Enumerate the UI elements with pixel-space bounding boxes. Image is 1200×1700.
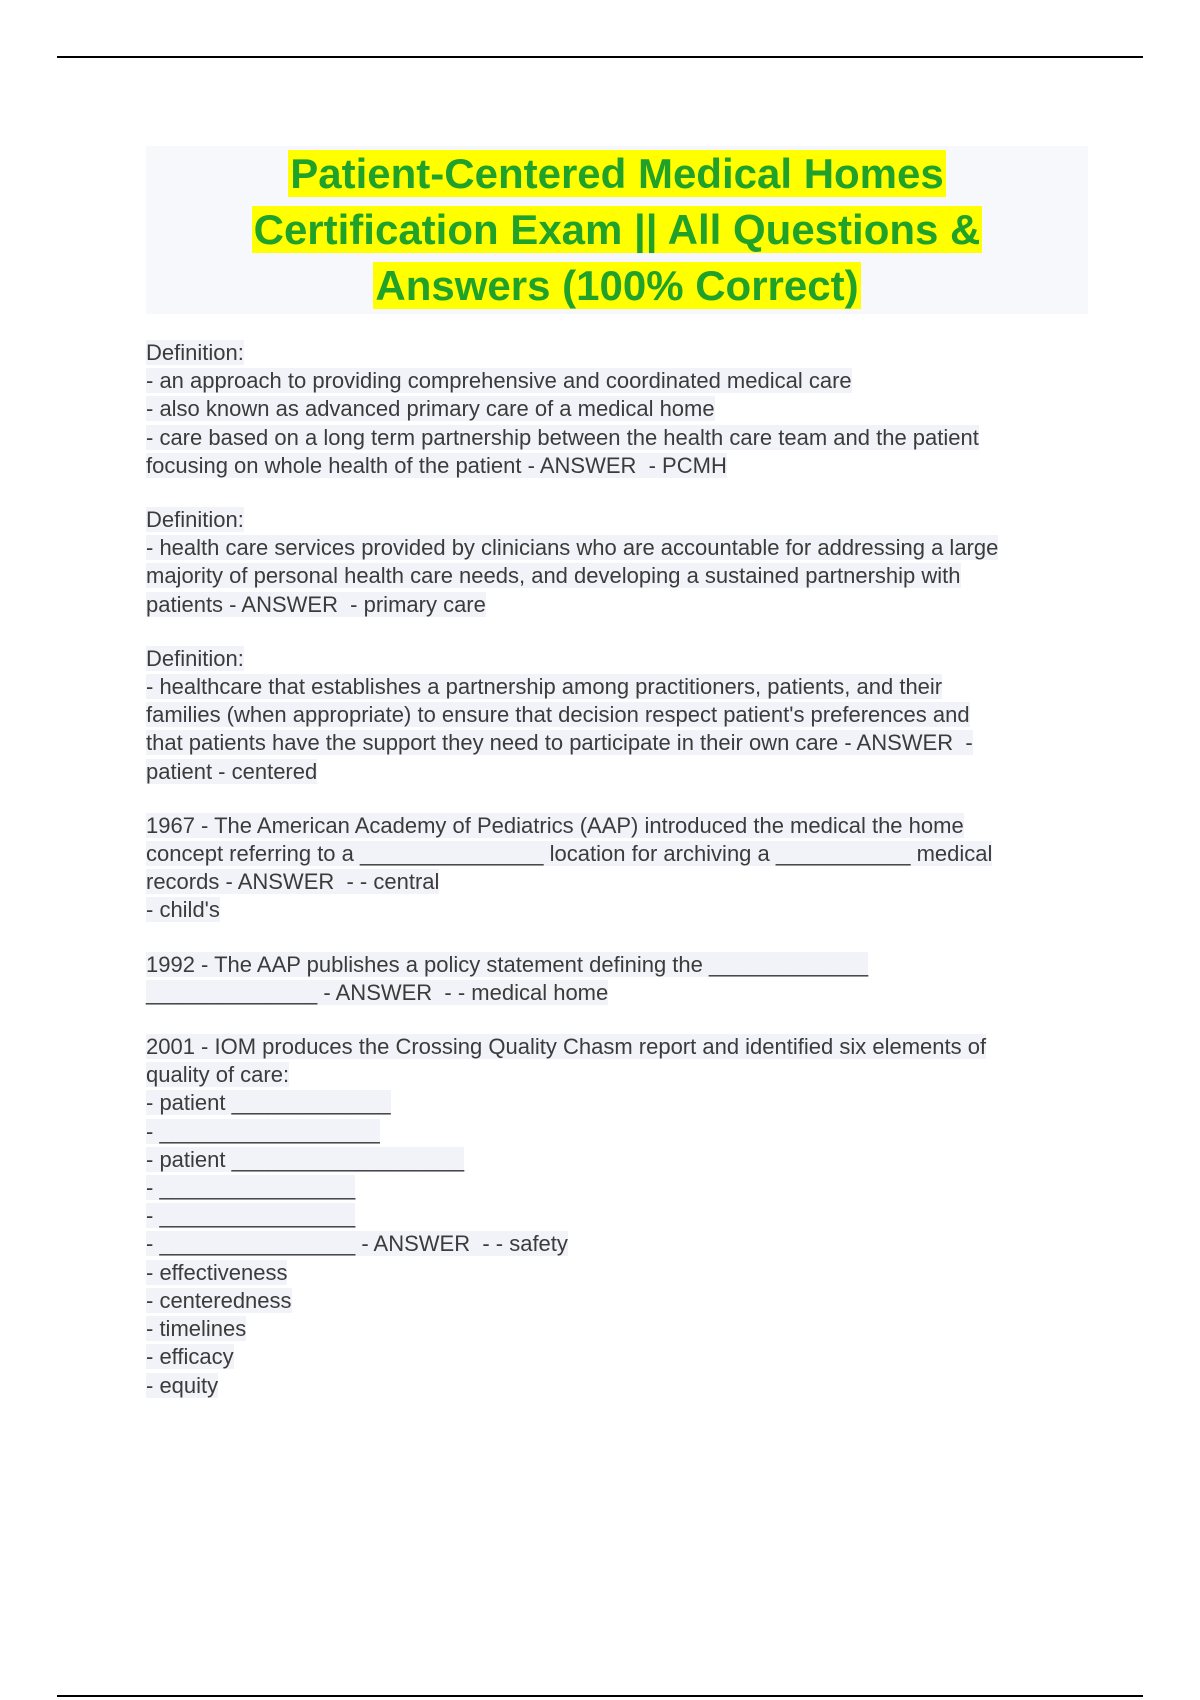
qa-line-text: 1992 - The AAP publishes a policy statement defining the _____________ xyxy=(146,951,869,977)
qa-line xyxy=(146,1230,1096,1258)
qa-line xyxy=(146,673,1096,701)
qa-line xyxy=(146,1287,1096,1315)
qa-line-text: - __________________ xyxy=(146,1118,380,1144)
qa-line-text: - an approach to providing comprehensive and coordinated medical care xyxy=(146,368,852,394)
qa-line-text: Definition: xyxy=(146,645,244,671)
qa-line-text: - effectiveness xyxy=(146,1259,288,1285)
title-line-3: Answers (100% Correct) xyxy=(375,262,859,309)
qa-line-text: ______________ - ANSWER - - medical home xyxy=(146,979,609,1005)
qa-line-text: 1967 - The American Academy of Pediatrics (AAP) introduced the medical the home xyxy=(146,812,964,838)
title-box xyxy=(146,146,1088,314)
qa-line-text: 2001 - IOM produces the Crossing Quality Chasm report and identified six elements of xyxy=(146,1034,987,1060)
qa-line xyxy=(146,758,1096,786)
qa-line xyxy=(146,951,1096,979)
qa-line-text: - healthcare that establishes a partnership among practitioners, patients, and their xyxy=(146,674,943,700)
qa-line xyxy=(146,339,1096,367)
qa-line-text: - ________________ xyxy=(146,1175,356,1201)
qa-line xyxy=(146,729,1096,757)
qa-line-text: - also known as advanced primary care of a medical home xyxy=(146,396,715,422)
qa-line-text: - efficacy xyxy=(146,1344,234,1370)
qa-line xyxy=(146,896,1096,924)
qa-line-text: - equity xyxy=(146,1372,219,1398)
qa-line-text: - patient ___________________ xyxy=(146,1146,465,1172)
qa-entry xyxy=(146,1033,1096,1400)
qa-line xyxy=(146,645,1096,673)
qa-line xyxy=(146,1061,1096,1089)
qa-line-text: families (when appropriate) to ensure that decision respect patient's preferences and xyxy=(146,702,970,728)
qa-line-text: - centeredness xyxy=(146,1287,292,1313)
qa-line-text: that patients have the support they need to participate in their own care - ANSWER - xyxy=(146,730,973,756)
qa-line xyxy=(146,1174,1096,1202)
qa-line-text: patient - centered xyxy=(146,758,318,784)
qa-entry xyxy=(146,645,1096,786)
qa-line-text: majority of personal health care needs, and developing a sustained partnership with xyxy=(146,563,961,589)
qa-line-text: Definition: xyxy=(146,340,244,365)
qa-line xyxy=(146,868,1096,896)
title-line-2: Certification Exam || All Questions & xyxy=(253,206,981,253)
qa-line-text: - health care services provided by clinicians who are accountable for addressing a large xyxy=(146,535,999,561)
qa-line xyxy=(146,424,1096,452)
qa-line xyxy=(146,1372,1096,1400)
top-rule xyxy=(57,56,1143,58)
qa-line xyxy=(146,1259,1096,1287)
qa-line xyxy=(146,591,1096,619)
qa-line xyxy=(146,1315,1096,1343)
qa-line xyxy=(146,701,1096,729)
qa-line xyxy=(146,1118,1096,1146)
qa-line-text: - timelines xyxy=(146,1316,247,1342)
qa-line-text: records - ANSWER - - central xyxy=(146,869,440,895)
bottom-rule xyxy=(57,1695,1143,1697)
qa-line xyxy=(146,534,1096,562)
qa-line-text: - ________________ - ANSWER - - safety xyxy=(146,1231,568,1257)
qa-entry xyxy=(146,506,1096,619)
qa-entry xyxy=(146,951,1096,1007)
qa-line-text: - patient _____________ xyxy=(146,1090,391,1116)
qa-entry xyxy=(146,812,1096,925)
qa-line-text: - child's xyxy=(146,897,220,923)
qa-line xyxy=(146,562,1096,590)
qa-line-text: quality of care: xyxy=(146,1062,290,1088)
document-title xyxy=(146,146,1088,314)
qa-line xyxy=(146,367,1096,395)
qa-line-text: concept referring to a _______________ location for archiving a ___________ medical xyxy=(146,841,993,867)
qa-line-text: Definition: xyxy=(146,507,244,533)
qa-line xyxy=(146,395,1096,423)
qa-line xyxy=(146,452,1096,480)
qa-line-text: patients - ANSWER - primary care xyxy=(146,591,486,617)
qa-line xyxy=(146,979,1096,1007)
qa-line xyxy=(146,1033,1096,1061)
qa-line xyxy=(146,1343,1096,1371)
document-body xyxy=(146,339,1096,1426)
qa-line-text: - ________________ xyxy=(146,1203,356,1229)
qa-line-text: - care based on a long term partnership between the health care team and the patient xyxy=(146,424,979,450)
qa-entry xyxy=(146,339,1096,480)
qa-line-text: focusing on whole health of the patient - ANSWER - PCMH xyxy=(146,452,727,478)
qa-line xyxy=(146,812,1096,840)
qa-line xyxy=(146,1202,1096,1230)
qa-line xyxy=(146,1089,1096,1117)
title-line-1: Patient-Centered Medical Homes xyxy=(290,150,944,197)
qa-line xyxy=(146,1146,1096,1174)
qa-line xyxy=(146,840,1096,868)
qa-line xyxy=(146,506,1096,534)
